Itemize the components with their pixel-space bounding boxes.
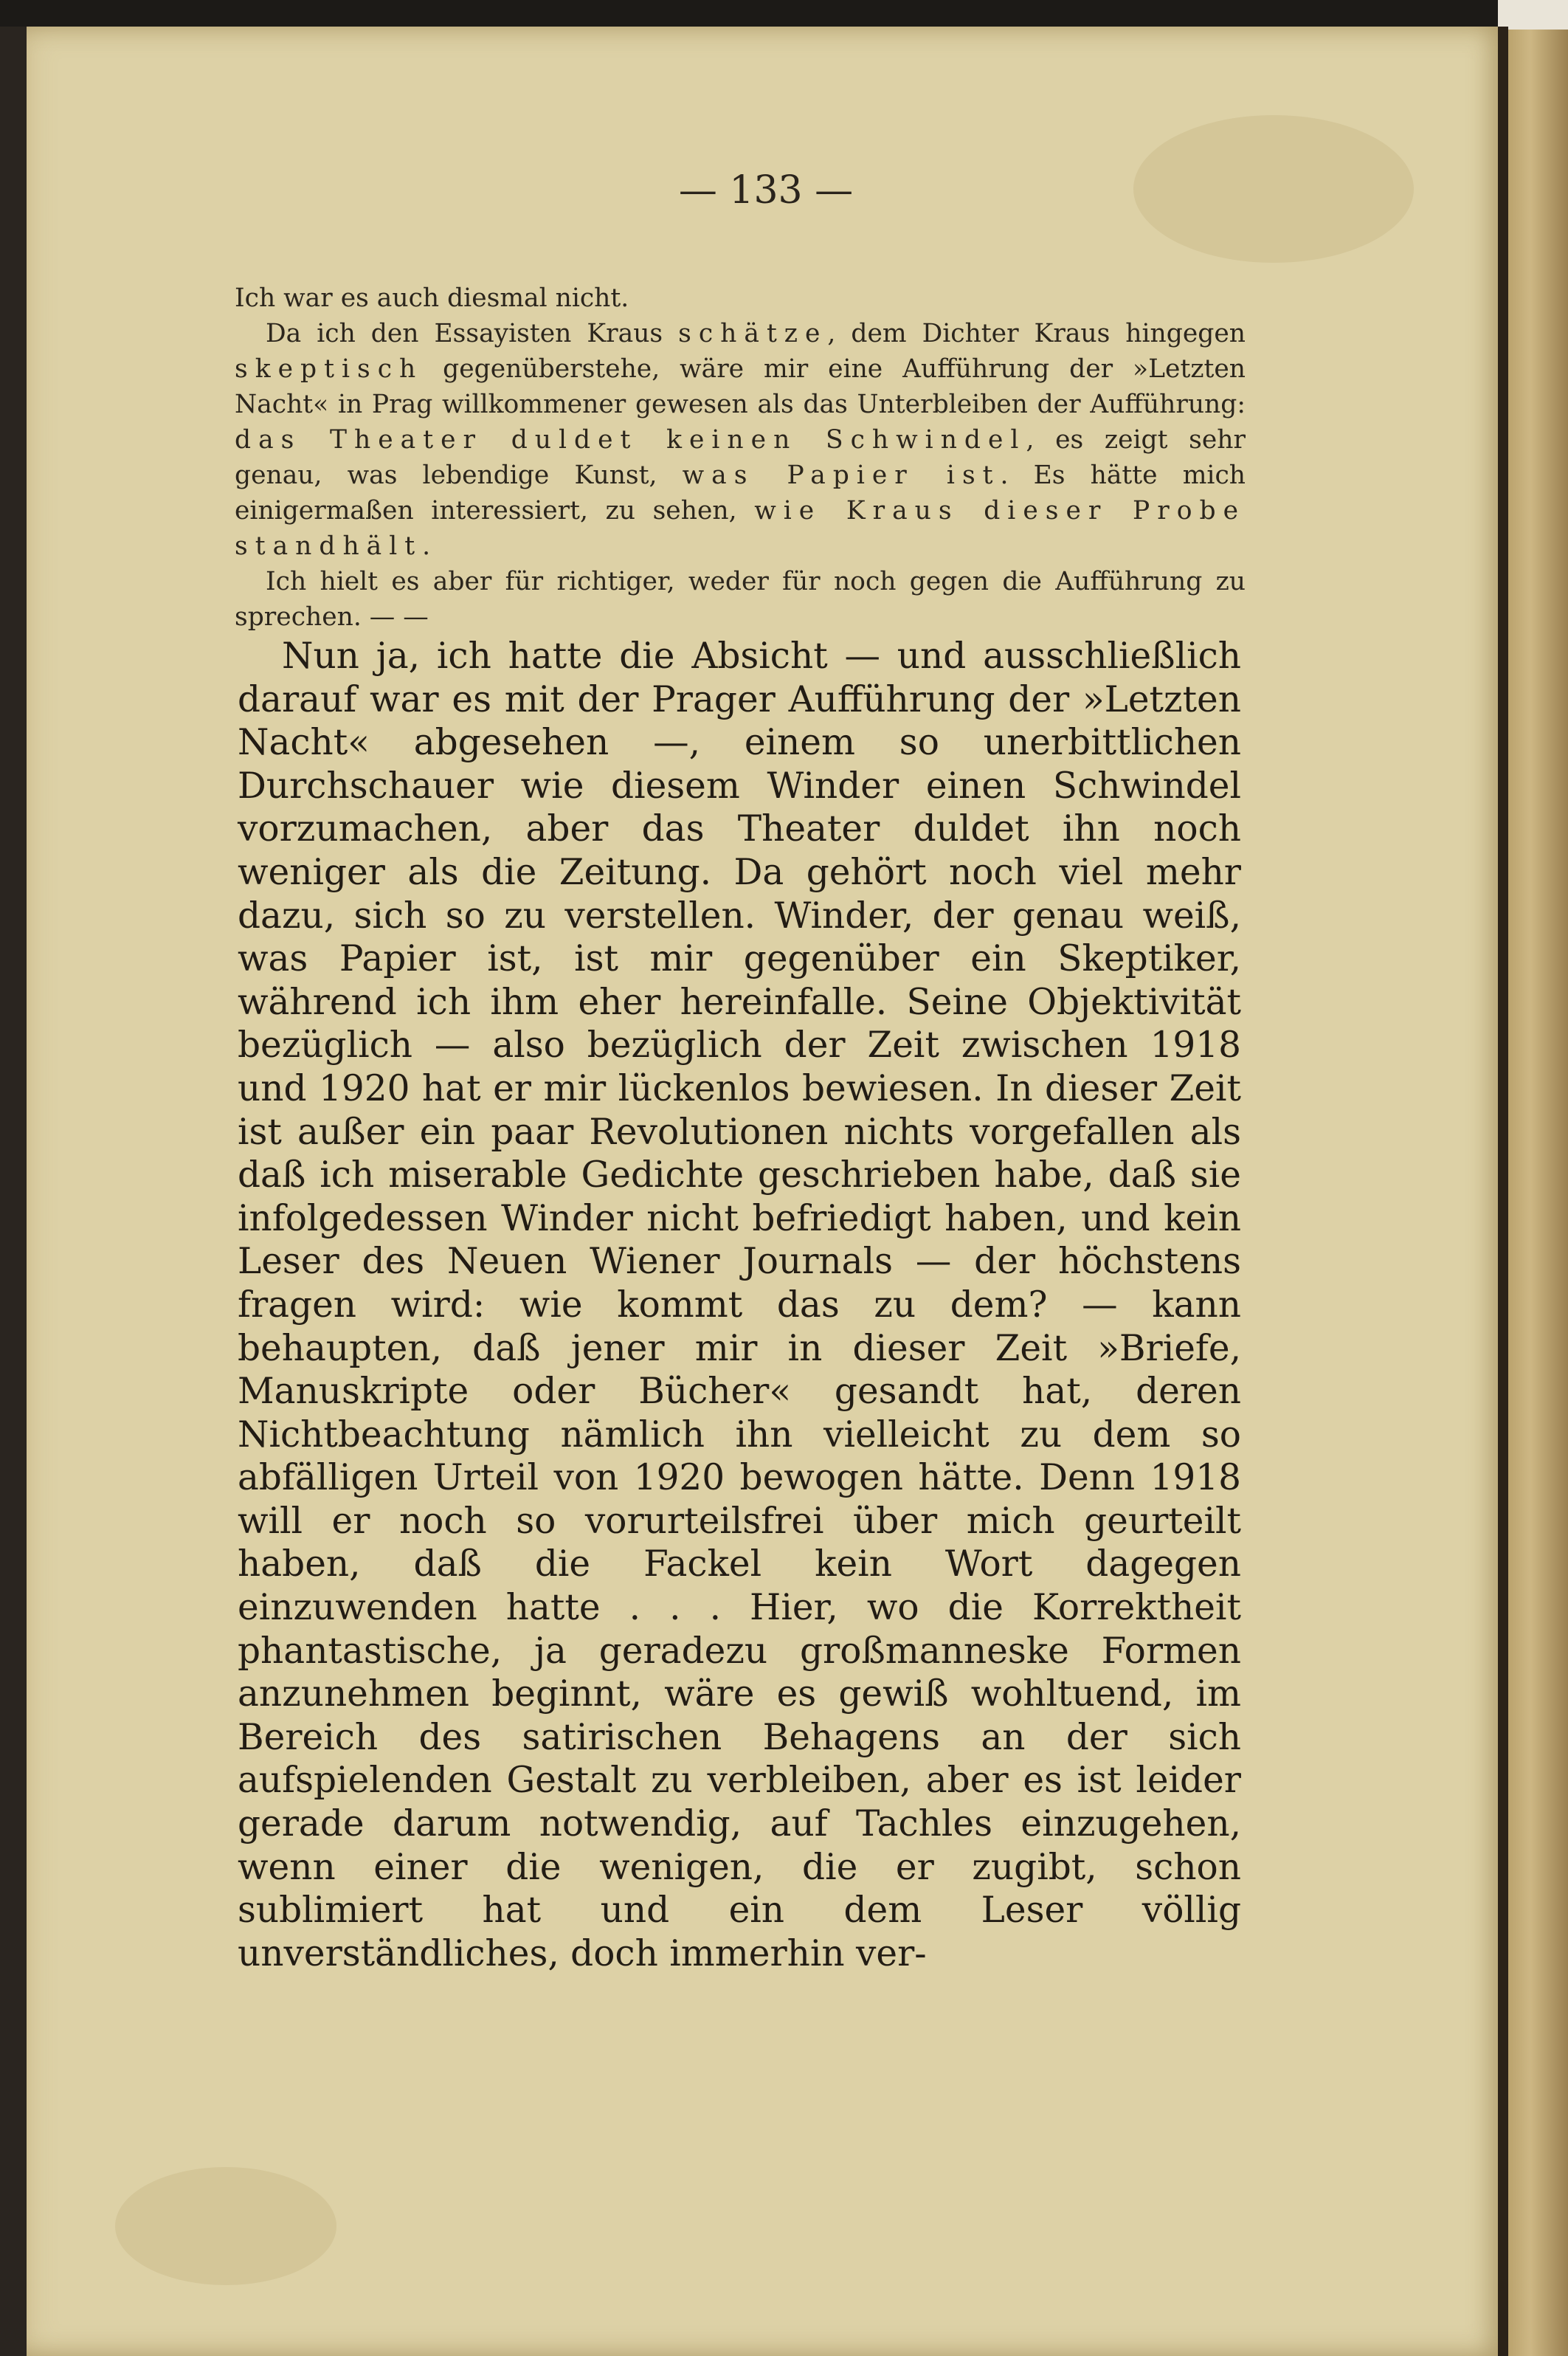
- emphasis-text: schätze: [678, 319, 828, 348]
- scan-border-top: [0, 0, 1568, 27]
- main-text: [238, 635, 1241, 1975]
- emphasis-text: was Papier ist: [682, 461, 1001, 490]
- paragraph: Nun ja, ich hatte die Absicht — und ausschließlich darauf war es mit der Prager Aufführung der »Letzten Nacht« abgesehen —, einem so unerbittlichen Durchschauer wie diesem Winder einen Schwindel vorzumachen, aber das Theater duldet ihn noch weniger als die Zeitung. Da gehört noch viel mehr dazu, sich so zu verstellen. Winder, der genau weiß, was Papier ist, ist mir gegenüber ein Skeptiker, während ich ihm eher hereinfalle. Seine Objektivität bezüglich — also bezüglich der Zeit zwischen 1918 und 1920 hat er mir lückenlos bewiesen. In dieser Zeit ist außer ein paar Revolutionen nichts vorgefallen als daß ich miserable Gedichte geschrieben habe, daß sie infolgedessen Winder nicht befriedigt haben, und kein Leser des Neuen Wiener Journals — der höchstens fragen wird: wie kommt das zu dem? — kann behaupten, daß jener mir in dieser Zeit »Briefe, Manuskripte oder Bücher« gesandt hat, deren Nichtbeachtung nämlich ihn vielleicht zu dem so abfälligen Urteil von 1920 bewogen hätte. Denn 1918 will er noch so vorurteilsfrei über mich geurteilt haben, daß die Fackel kein Wort dagegen einzuwenden hatte . . . Hier, wo die Korrektheit phantastische, ja geradezu großmanneske Formen anzunehmen beginnt, wäre es gewiß wohltuend, im Bereich des satirischen Behagens an der sich aufspielenden Gestalt zu verbleiben, aber es ist leider gerade darum notwendig, auf Tachles einzugehen, wenn einer die wenigen, die er zugibt, schon sublimiert hat und ein dem Leser völlig unverständliches, doch immerhin ver-: [238, 636, 1241, 1974]
- scan-corner: [1498, 0, 1568, 30]
- paragraph: Ich hielt es aber für richtiger, weder für noch gegen die Aufführung zu sprechen. — —: [235, 567, 1246, 632]
- page-number: — 133 —: [678, 168, 854, 213]
- paragraph: Ich war es auch diesmal nicht.: [235, 283, 629, 313]
- emphasis-text: wie Kraus dieser Probe standhält: [235, 496, 1246, 561]
- emphasis-text: skeptisch: [235, 354, 424, 384]
- paragraph: Da ich den Essayisten Kraus schätze, dem Dichter Kraus hingegen skeptisch gegenüberstehe, wäre mir eine Aufführung der »Letzten Nacht« in Prag willkommener gewesen als das Unterbleiben der Aufführung: das Theater duldet keinen Schwindel, es zeigt sehr genau, was lebendige Kunst, was Papier ist. Es hätte mich einigermaßen interessiert, zu sehen, wie Kraus dieser Probe standhält.: [235, 319, 1246, 561]
- quoted-passage: [235, 280, 1246, 635]
- emphasis-text: das Theater duldet keinen Schwindel: [235, 425, 1026, 455]
- paper-stain: [115, 2167, 336, 2285]
- binding-shadow: [1498, 27, 1508, 2356]
- adjacent-page-edge: [1505, 30, 1568, 2356]
